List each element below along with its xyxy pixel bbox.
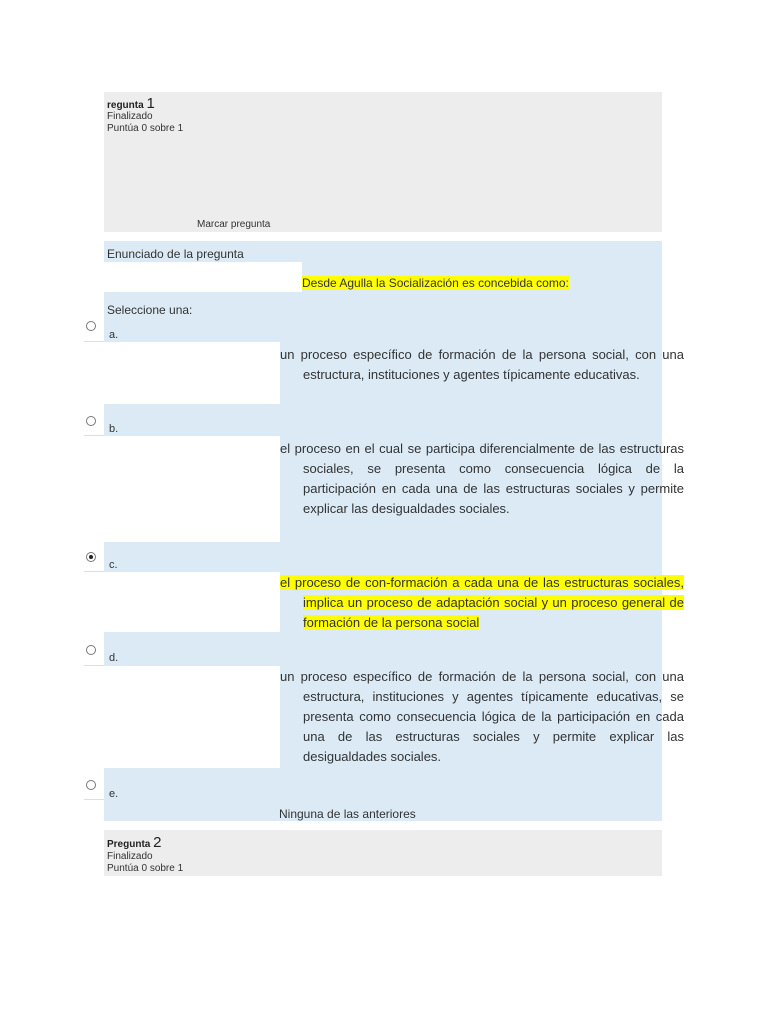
question-status: Finalizado: [107, 111, 153, 122]
prompt-box: [104, 262, 302, 292]
question-heading-prefix: regunta: [107, 100, 144, 111]
option-b-radio[interactable]: [86, 416, 96, 426]
option-d-blank: [104, 666, 280, 768]
option-d-label: un proceso específico de formación de la persona social, con una estructura, instituciones y agentes típicamente educativas, se presenta como consecuencia lógica de la participación en cada una de las estructuras sociales y permite explicar las desigualdades sociales.: [280, 669, 684, 764]
option-divider: [84, 571, 104, 572]
option-a-label: un proceso específico de formación de la persona social, con una estructura, instituciones y agentes típicamente educativas.: [280, 347, 684, 382]
option-a-radio[interactable]: [86, 321, 96, 331]
option-b-label: el proceso en el cual se participa diferencialmente de las estructuras sociales, se presenta como consecuencia lógica de la participación en cada una de las estructuras sociales y permite explicar las desigualdades sociales.: [280, 441, 684, 516]
option-a-text[interactable]: [280, 345, 684, 385]
option-c-radio[interactable]: [86, 552, 96, 562]
option-d-radio[interactable]: [86, 645, 96, 655]
option-c-text[interactable]: [280, 573, 684, 633]
question-number: 2: [153, 834, 162, 851]
option-a-letter: a.: [109, 329, 119, 341]
option-e-text[interactable]: Ninguna de las anteriores: [279, 807, 416, 821]
select-one-label: Seleccione una:: [107, 303, 193, 317]
option-b-letter: b.: [109, 423, 119, 435]
question-status: Finalizado: [107, 851, 153, 862]
option-a-blank: [104, 342, 280, 404]
option-b-text[interactable]: [280, 439, 684, 519]
option-divider: [84, 341, 104, 342]
option-d-letter: d.: [109, 652, 119, 664]
question-2-info: [104, 830, 662, 876]
question-prompt-text: Desde Agulla la Socialización es concebida como:: [302, 276, 569, 290]
option-divider: [84, 799, 104, 800]
option-d-text[interactable]: [280, 667, 684, 767]
option-c-letter: c.: [109, 559, 118, 571]
option-divider: [84, 435, 104, 436]
question-heading-prefix: Pregunta: [107, 839, 151, 850]
question-1-heading: [107, 95, 155, 112]
option-e-radio[interactable]: [86, 780, 96, 790]
flag-question-link[interactable]: Marcar pregunta: [197, 219, 271, 230]
option-c-label: el proceso de con-formación a cada una de las estructuras sociales, implica un proceso de adaptación social y un proceso general de formación de la persona social: [280, 575, 684, 630]
option-c-blank: [104, 572, 280, 632]
option-b-blank: [104, 436, 280, 542]
question-score: Puntúa 0 sobre 1: [107, 123, 184, 134]
option-e-letter: e.: [109, 788, 119, 800]
question-number: 1: [146, 95, 155, 112]
question-2-heading: [107, 834, 161, 851]
question-1-info: [104, 92, 662, 232]
question-prompt: [302, 276, 569, 290]
question-score: Puntúa 0 sobre 1: [107, 863, 184, 874]
statement-label: Enunciado de la pregunta: [107, 247, 244, 261]
option-divider: [84, 665, 104, 666]
